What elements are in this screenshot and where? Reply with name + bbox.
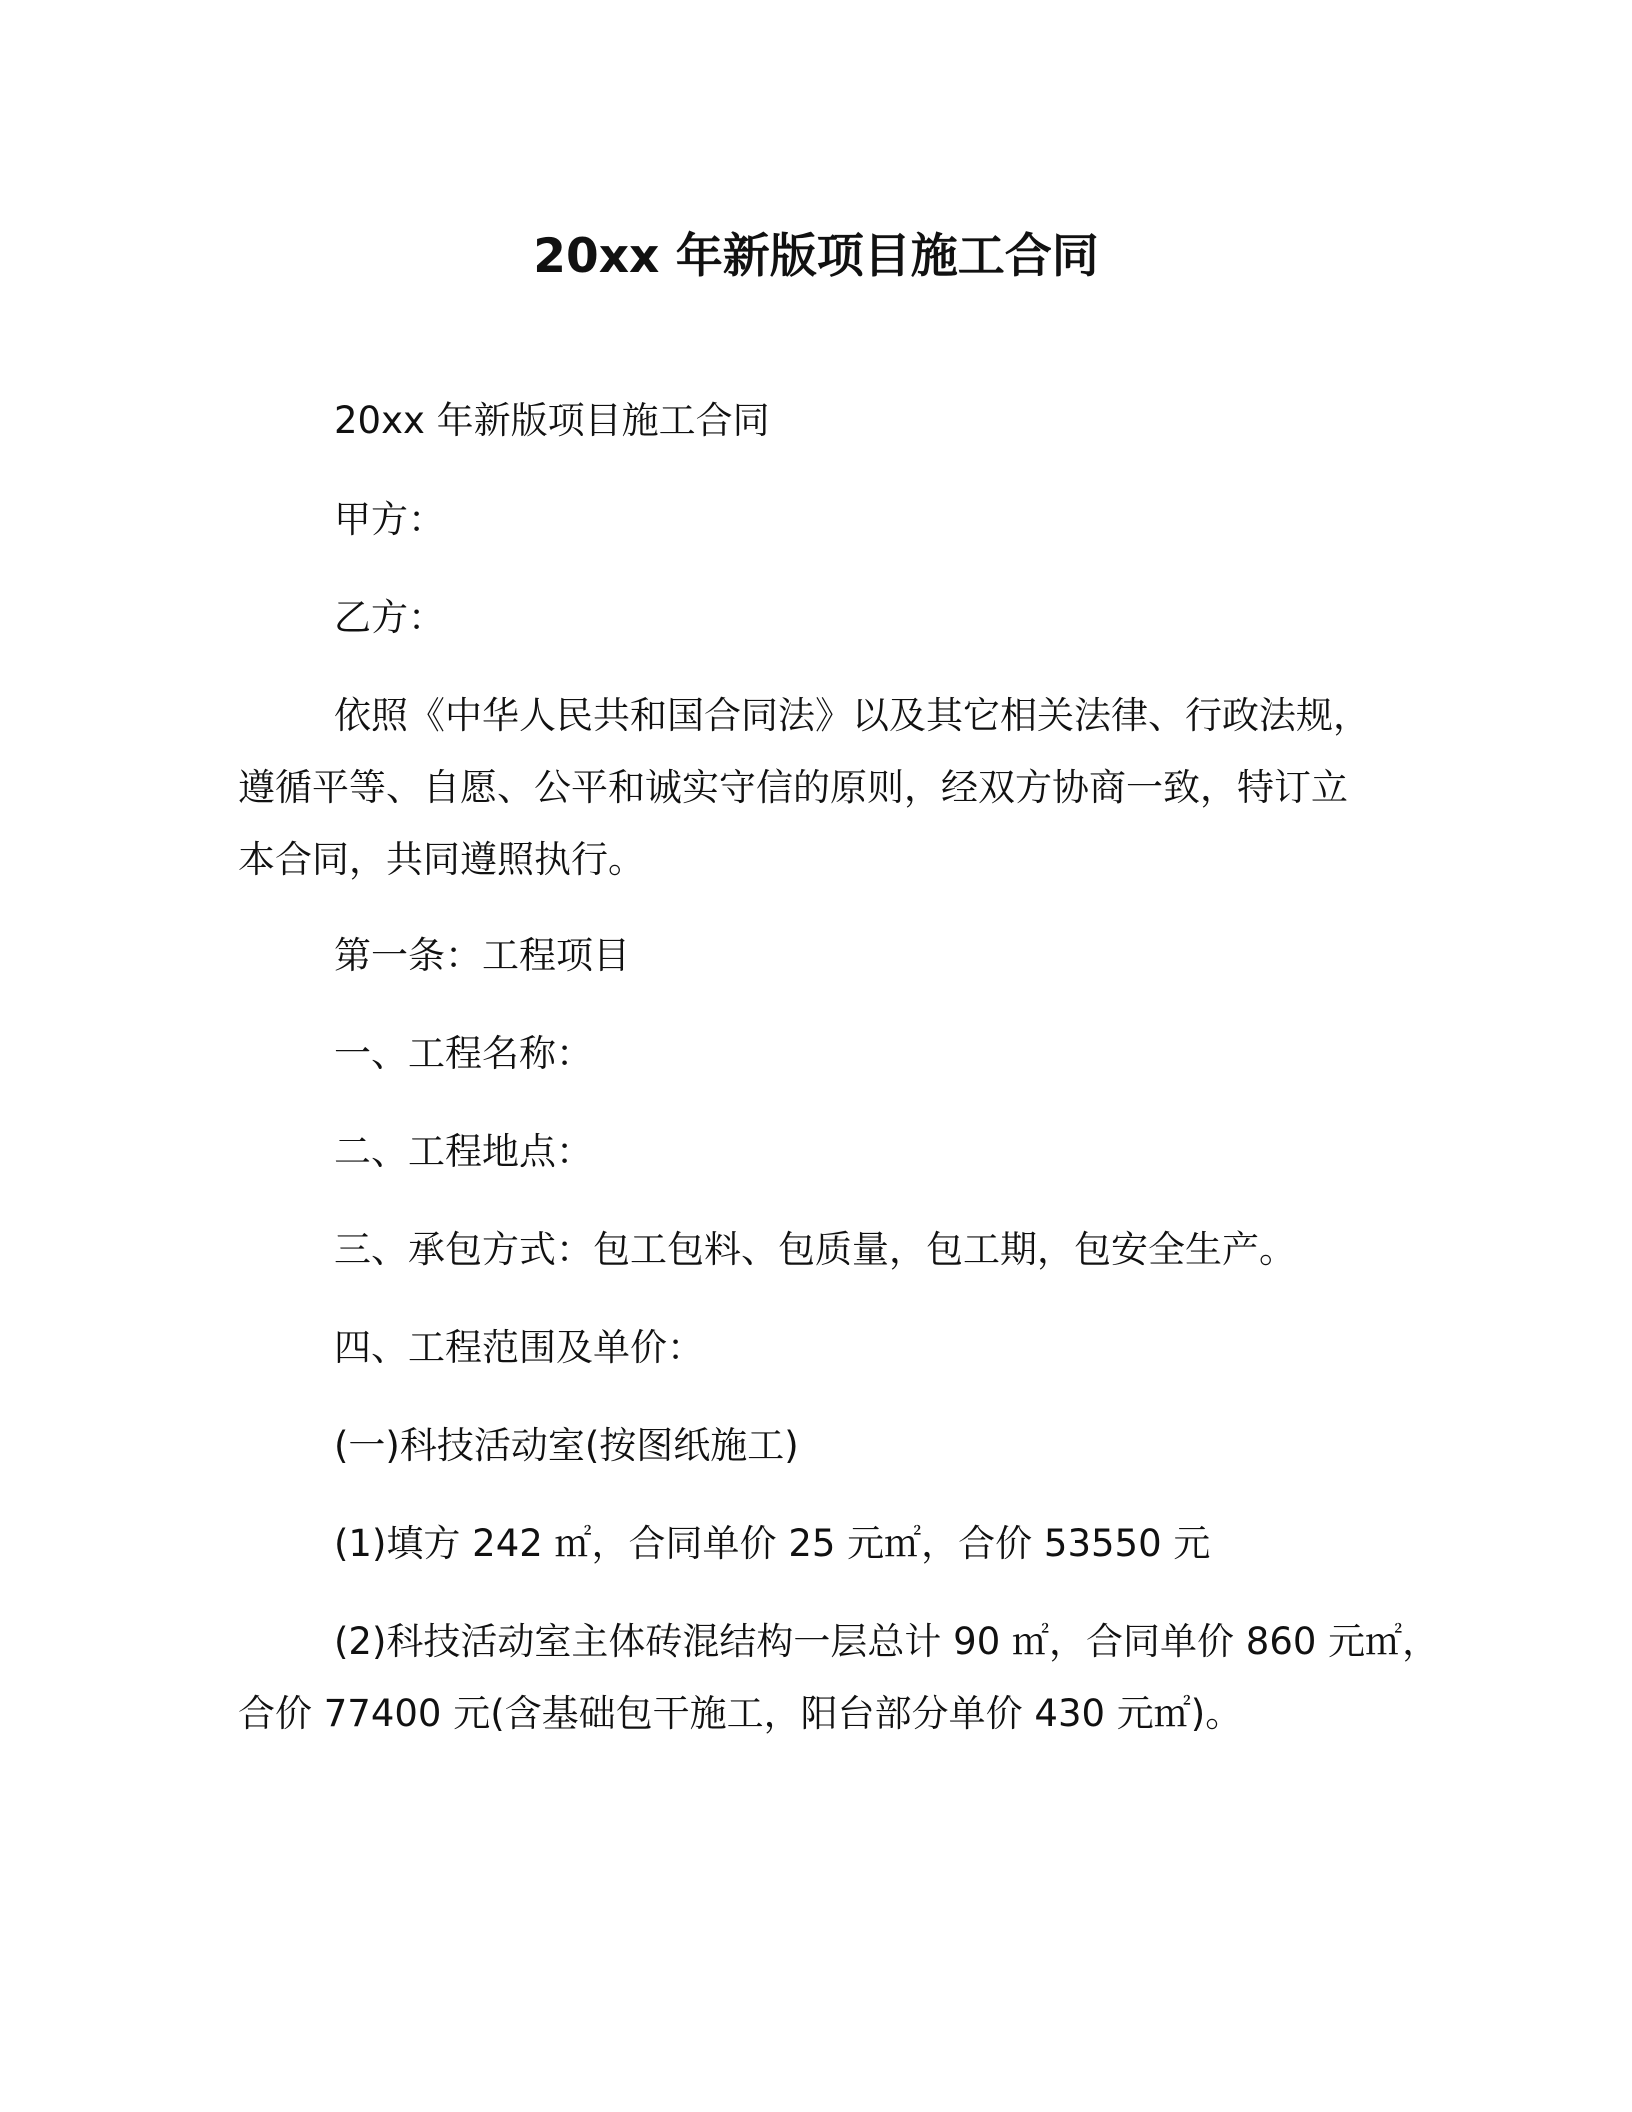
paragraph-scope-and-price [238, 1312, 1418, 1384]
paragraph-text: 一、工程名称： [334, 1032, 593, 1075]
paragraph-text: 20xx 年新版项目施工合同 [334, 399, 770, 442]
paragraph-preamble-line-3 [238, 824, 1418, 896]
paragraph-text: 遵循平等、自愿、公平和诚实守信的原则，经双方协商一致，特订立 [238, 766, 1348, 809]
paragraph-activity-room [238, 1410, 1418, 1482]
paragraph-text: 四、工程范围及单价： [334, 1326, 704, 1369]
paragraph-party-a [238, 484, 1418, 556]
paragraph-text: 本合同，共同遵照执行。 [238, 838, 645, 881]
paragraph-preamble-line-1 [238, 680, 1418, 752]
paragraph-text: (一)科技活动室(按图纸施工) [334, 1424, 799, 1467]
paragraph-project-name [238, 1018, 1418, 1090]
paragraph-project-location [238, 1116, 1418, 1188]
paragraph-text: 依照《中华人民共和国合同法》以及其它相关法律、行政法规， [334, 694, 1370, 737]
paragraph-text: 合价 77400 元(含基础包干施工，阳台部分单价 430 元㎡)。 [238, 1692, 1243, 1735]
paragraph-item-fill [238, 1508, 1418, 1580]
paragraph-text: 甲方： [334, 498, 445, 541]
paragraph-subtitle [238, 385, 1418, 457]
paragraph-preamble-line-2 [238, 752, 1418, 824]
paragraph-item-structure-line-2 [238, 1678, 1418, 1750]
paragraph-text: (1)填方 242 ㎡，合同单价 25 元㎡，合价 53550 元 [334, 1522, 1211, 1565]
paragraph-text: 二、工程地点： [334, 1130, 593, 1173]
paragraph-text: 乙方： [334, 596, 445, 639]
document-title: 20xx 年新版项目施工合同 [533, 229, 1099, 284]
paragraph-text: (2)科技活动室主体砖混结构一层总计 90 ㎡，合同单价 860 元㎡， [334, 1620, 1440, 1663]
paragraph-text: 第一条：工程项目 [334, 934, 630, 977]
paragraph-contract-method [238, 1214, 1418, 1286]
paragraph-article-one [238, 920, 1418, 992]
paragraph-text: 三、承包方式：包工包料、包质量，包工期，包安全生产。 [334, 1228, 1296, 1271]
paragraph-party-b [238, 582, 1418, 654]
paragraph-item-structure-line-1 [238, 1606, 1440, 1678]
